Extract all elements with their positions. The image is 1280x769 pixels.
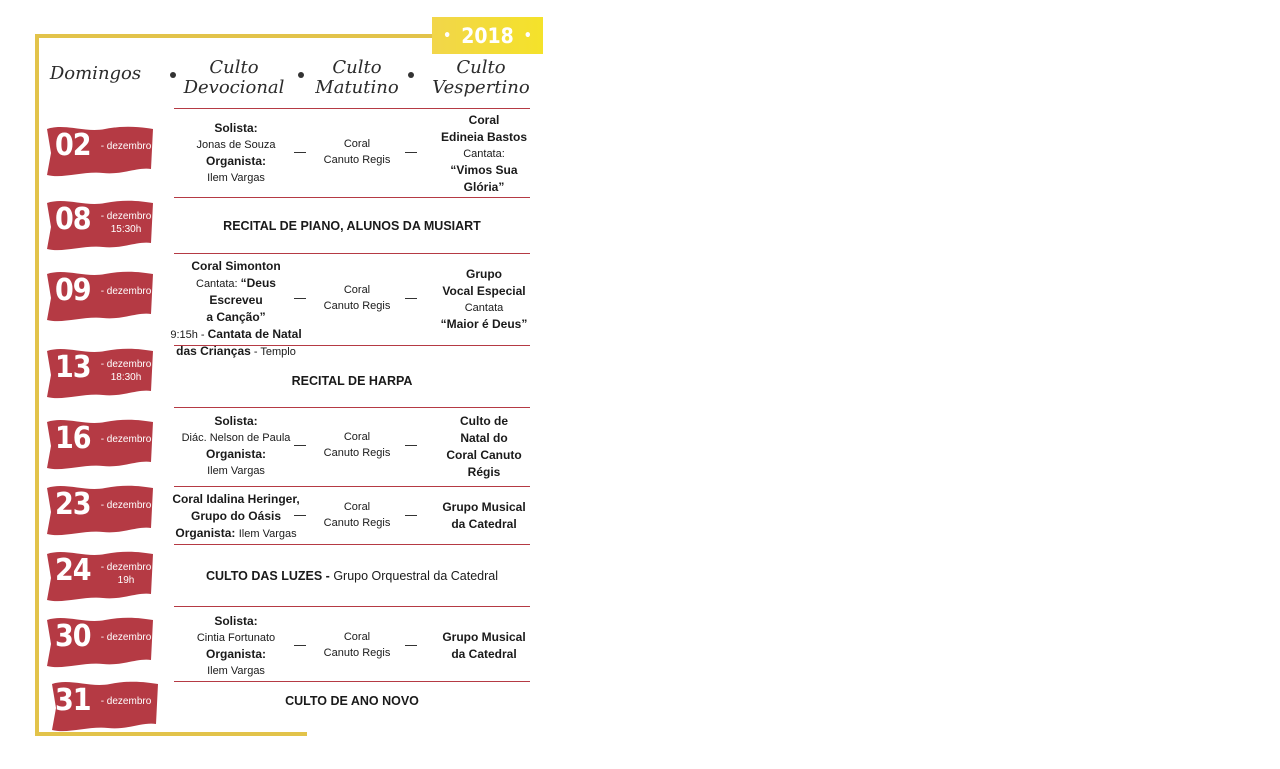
cell-vespertino-line	[428, 516, 540, 533]
cell-devocional	[168, 413, 304, 479]
header-matutino-line1: Culto	[332, 57, 382, 78]
date-flag-30	[45, 614, 155, 668]
cell-devocional-line	[168, 646, 304, 663]
dash-separator	[294, 645, 306, 646]
cell-devocional	[168, 120, 304, 186]
bullet-icon	[170, 72, 176, 78]
bullet-icon: •	[443, 27, 452, 44]
event-banner-title: CULTO DAS LUZES -	[206, 569, 334, 583]
cell-vespertino-line	[428, 129, 540, 146]
date-month-line: - dezembro	[100, 696, 152, 707]
event-banner	[174, 219, 530, 233]
date-month-line: 18:30h	[110, 372, 142, 383]
event-banner-detail: Grupo Orquestral da Catedral	[333, 569, 498, 583]
dash-separator	[294, 515, 306, 516]
date-month-line: - dezembro	[100, 500, 152, 511]
cell-devocional-text: Organista:	[205, 154, 266, 168]
cell-devocional	[168, 613, 304, 679]
cell-vespertino-line	[428, 300, 540, 316]
event-banner-title: RECITAL DE PIANO, ALUNOS DA MUSIART	[223, 219, 481, 233]
cell-devocional-text: - Templo	[250, 346, 296, 358]
cell-vespertino-text: Culto de	[460, 414, 508, 428]
cell-vespertino-line	[428, 316, 540, 333]
dash-separator	[405, 298, 417, 299]
dash-separator	[405, 152, 417, 153]
row-divider	[174, 407, 530, 408]
header-devocional	[180, 58, 288, 98]
frame-top-border	[35, 34, 435, 38]
date-month-line: - dezembro	[100, 141, 152, 152]
row-divider	[174, 486, 530, 487]
cell-devocional-line	[168, 430, 304, 446]
cell-devocional-text: Coral Simonton	[191, 259, 281, 273]
cell-matutino-line: Canuto Regis	[323, 647, 391, 659]
cell-vespertino	[428, 112, 540, 196]
date-month	[100, 210, 152, 236]
date-flag-02	[45, 123, 155, 177]
date-flag-31	[45, 678, 165, 732]
header-vespertino-line2: Vespertino	[432, 77, 530, 98]
date-flag-08	[45, 197, 155, 251]
cell-devocional-text: 9:15h -	[170, 329, 208, 341]
cell-devocional-line	[168, 120, 304, 137]
cell-vespertino-text: Glória”	[463, 180, 505, 194]
cell-matutino-line: Canuto Regis	[323, 447, 391, 459]
cell-vespertino-text: da Catedral	[451, 517, 517, 531]
cell-vespertino-line	[428, 464, 540, 481]
cell-devocional-text: Solista:	[214, 614, 258, 628]
cell-devocional-line	[168, 153, 304, 170]
cell-vespertino-line	[428, 162, 540, 179]
cell-vespertino-text: Grupo Musical	[442, 500, 526, 514]
cell-vespertino-text: Vocal Especial	[442, 284, 526, 298]
date-day: 13	[55, 350, 91, 385]
cell-matutino-line: Coral	[343, 284, 371, 296]
header-devocional-line1: Culto	[209, 57, 259, 78]
dash-separator	[294, 298, 306, 299]
cell-matutino	[312, 282, 402, 314]
row-divider	[174, 606, 530, 607]
cell-vespertino-line	[428, 283, 540, 300]
dash-separator	[294, 445, 306, 446]
frame-left-border	[35, 34, 39, 736]
cell-vespertino-line	[428, 447, 540, 464]
cell-devocional-text: Cantata de Natal	[207, 327, 302, 341]
date-day: 30	[55, 619, 91, 654]
date-month-line: - dezembro	[100, 562, 152, 573]
cell-devocional-text: Organista:	[205, 647, 266, 661]
cell-devocional-line	[168, 170, 304, 186]
date-flag-13	[45, 345, 155, 399]
cell-devocional-line	[168, 508, 304, 525]
date-month	[100, 631, 152, 644]
cell-matutino	[312, 499, 402, 531]
header-domingos: Domingos	[49, 63, 142, 84]
bullet-icon	[408, 72, 414, 78]
cell-vespertino-text: Natal do	[460, 431, 508, 445]
cell-devocional-text: a Canção”	[206, 310, 266, 324]
cell-vespertino-text: Edineia Bastos	[440, 130, 528, 144]
cell-devocional-line	[168, 525, 304, 542]
cell-vespertino-line	[428, 646, 540, 663]
header-matutino	[312, 58, 402, 98]
date-day: 23	[55, 487, 91, 522]
cell-vespertino-text: “Maior é Deus”	[440, 317, 528, 331]
cell-devocional-text: “Deus Escreveu	[209, 276, 276, 307]
event-banner-title: CULTO DE ANO NOVO	[285, 694, 419, 708]
dash-separator	[405, 445, 417, 446]
date-month-line: - dezembro	[100, 211, 152, 222]
cell-devocional-text: Ilem Vargas	[238, 528, 297, 540]
year-label: 2018	[461, 23, 514, 48]
cell-vespertino	[428, 266, 540, 333]
cell-devocional-line	[168, 137, 304, 153]
cell-vespertino-text: Cantata:	[463, 148, 505, 160]
cell-devocional	[168, 491, 304, 542]
cell-devocional-line	[168, 258, 304, 275]
cell-devocional-text: Ilem Vargas	[207, 465, 265, 477]
cell-matutino-line: Canuto Regis	[323, 300, 391, 312]
cell-matutino-line: Coral	[343, 431, 371, 443]
event-banner	[174, 374, 530, 388]
date-month	[100, 285, 152, 298]
date-month-line: - dezembro	[100, 286, 152, 297]
cell-vespertino-text: Grupo	[466, 267, 502, 281]
cell-vespertino-text: Coral Canuto	[446, 448, 522, 462]
cell-devocional-text: Cintia Fortunato	[196, 632, 276, 644]
date-flag-23	[45, 482, 155, 536]
cell-vespertino-line	[428, 179, 540, 196]
cell-devocional	[168, 258, 304, 360]
date-month	[100, 695, 152, 708]
dash-separator	[405, 515, 417, 516]
cell-matutino-line: Coral	[343, 631, 371, 643]
date-month-line: 15:30h	[110, 224, 142, 235]
dash-separator	[294, 152, 306, 153]
row-divider	[174, 681, 530, 682]
header-devocional-line2: Devocional	[183, 77, 285, 98]
cell-matutino-line: Coral	[343, 501, 371, 513]
cell-devocional-text: Ilem Vargas	[207, 665, 265, 677]
cell-matutino	[312, 429, 402, 461]
cell-devocional-text: das Crianças	[176, 344, 251, 358]
dash-separator	[405, 645, 417, 646]
cell-devocional-text: Ilem Vargas	[207, 172, 265, 184]
date-month	[100, 499, 152, 512]
cell-vespertino-text: Coral	[468, 113, 500, 127]
cell-devocional-text: Solista:	[214, 414, 258, 428]
cell-devocional-line	[168, 343, 304, 360]
date-flag-16	[45, 416, 155, 470]
cell-devocional-text: Coral Idalina Heringer,	[172, 492, 300, 506]
cell-matutino	[312, 136, 402, 168]
date-day: 02	[55, 128, 91, 163]
date-day: 31	[55, 683, 91, 718]
cell-devocional-line	[168, 309, 304, 326]
cell-vespertino-line	[428, 430, 540, 447]
cell-vespertino-line	[428, 413, 540, 430]
header-matutino-line2: Matutino	[315, 77, 399, 98]
event-banner	[174, 694, 530, 708]
row-divider	[174, 253, 530, 254]
date-month-line: 19h	[117, 575, 135, 586]
cell-vespertino-line	[428, 499, 540, 516]
cell-devocional-line	[168, 663, 304, 679]
cell-vespertino-text: Régis	[467, 465, 501, 479]
cell-vespertino	[428, 499, 540, 533]
cell-devocional-text: Diác. Nelson de Paula	[181, 432, 291, 444]
date-month-line: - dezembro	[100, 359, 152, 370]
cell-devocional-text: Grupo do Oásis	[190, 509, 281, 523]
date-month-line: - dezembro	[100, 434, 152, 445]
cell-vespertino-line	[428, 629, 540, 646]
frame-bottom-border	[35, 732, 307, 736]
cell-vespertino	[428, 413, 540, 481]
cell-vespertino-text: da Catedral	[451, 647, 517, 661]
cell-vespertino-line	[428, 112, 540, 129]
cell-devocional-text: Cantata:	[196, 278, 241, 290]
cell-devocional-line	[168, 413, 304, 430]
cell-vespertino-text: Cantata	[464, 302, 504, 314]
date-flag-24	[45, 548, 155, 602]
cell-vespertino	[428, 629, 540, 663]
cell-matutino-line: Canuto Regis	[323, 154, 391, 166]
cell-devocional-line	[168, 463, 304, 479]
cell-vespertino-line	[428, 146, 540, 162]
date-day: 24	[55, 553, 91, 588]
cell-vespertino-text: Grupo Musical	[442, 630, 526, 644]
date-month-line: - dezembro	[100, 632, 152, 643]
year-badge	[432, 17, 543, 54]
header-vespertino-line1: Culto	[456, 57, 506, 78]
cell-devocional-line	[168, 275, 304, 309]
cell-devocional-text: Jonas de Souza	[196, 139, 276, 151]
date-flag-09	[45, 268, 155, 322]
row-divider	[174, 108, 530, 109]
date-month	[100, 433, 152, 446]
cell-devocional-line	[168, 613, 304, 630]
date-month	[100, 358, 152, 384]
cell-vespertino-line	[428, 266, 540, 283]
cell-matutino	[312, 629, 402, 661]
header-vespertino	[428, 58, 534, 98]
bullet-icon: •	[523, 27, 532, 44]
cell-vespertino-text: “Vimos Sua	[450, 163, 518, 177]
date-month	[100, 561, 152, 587]
row-divider	[174, 197, 530, 198]
cell-devocional-line	[168, 446, 304, 463]
cell-devocional-line	[168, 326, 304, 343]
cell-devocional-line	[168, 491, 304, 508]
bullet-icon	[298, 72, 304, 78]
event-banner-title: RECITAL DE HARPA	[291, 374, 413, 388]
date-day: 09	[55, 273, 91, 308]
date-month	[100, 140, 152, 153]
event-banner	[174, 569, 530, 583]
cell-matutino-line: Canuto Regis	[323, 517, 391, 529]
date-day: 16	[55, 421, 91, 456]
cell-devocional-text: Solista:	[214, 121, 258, 135]
cell-devocional-line	[168, 630, 304, 646]
cell-devocional-text: Organista:	[175, 526, 239, 540]
row-divider	[174, 544, 530, 545]
cell-devocional-text: Organista:	[205, 447, 266, 461]
date-day: 08	[55, 202, 91, 237]
cell-matutino-line: Coral	[343, 138, 371, 150]
